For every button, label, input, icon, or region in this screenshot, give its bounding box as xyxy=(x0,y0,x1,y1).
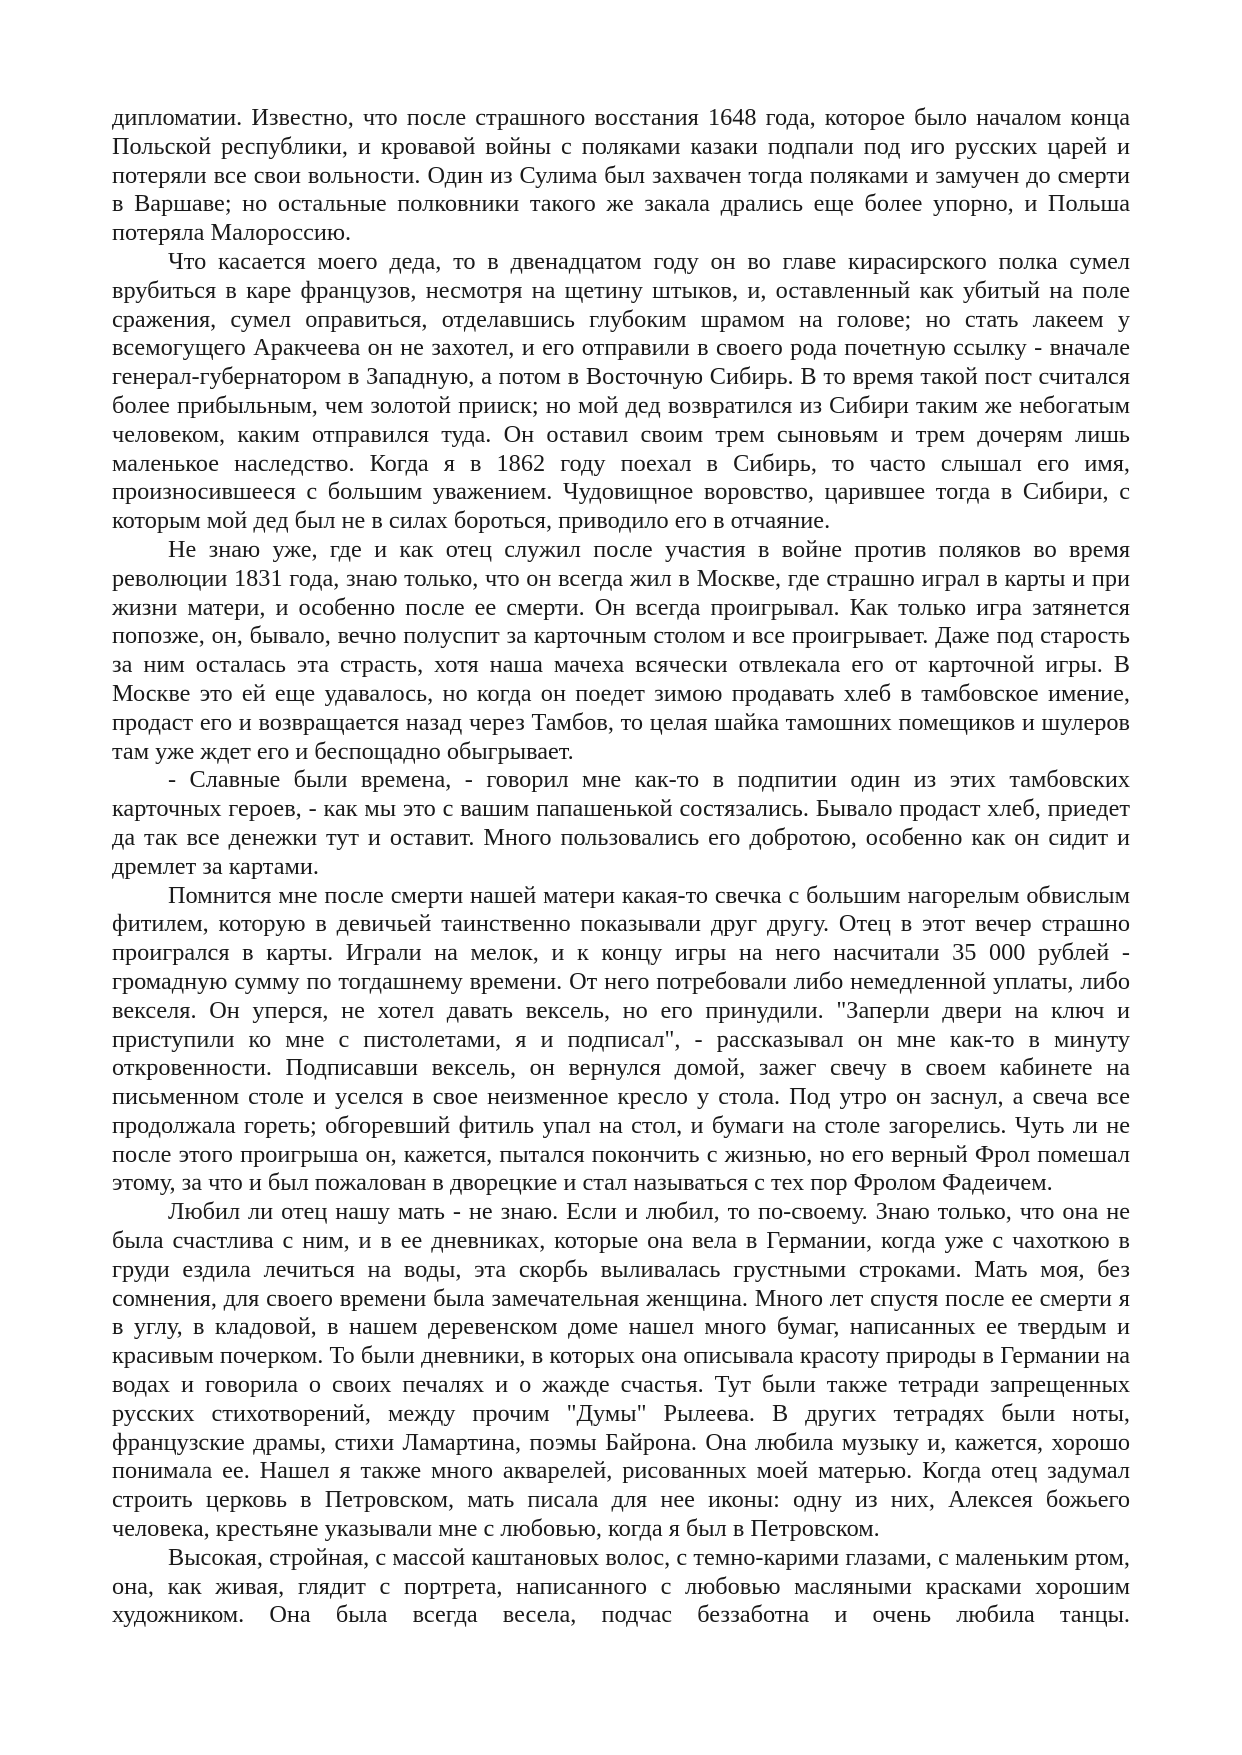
paragraph-2: Что касается моего деда, то в двенадцатом году он во главе кирасирского полка сумел врубиться в каре французов, несмотря на щетину штыков, и, оставленный как убитый на поле сражения, сумел оправиться, отделавшись глубоким шрамом на голове; но стать лакеем у всемогущего Аракчеева он не захотел, и его отправили в своего рода почетную ссылку - вначале генерал-губернатором в Западную, а потом в Восточную Сибирь. В то время такой пост считался более прибыльным, чем золотой прииск; но мой дед возвратился из Сибири таким же небогатым человеком, каким отправился туда. Он оставил своим трем сыновьям и трем дочерям лишь маленькое наследство. Когда я в 1862 году поехал в Сибирь, то часто слышал его имя, произносившееся с большим уважением. Чудовищное воровство, царившее тогда в Сибири, с которым мой дед был не в силах бороться, приводило его в отчаяние. xyxy=(112,247,1130,535)
paragraph-1: дипломатии. Известно, что после страшного восстания 1648 года, которое было началом конца Польской республики, и кровавой войны с поляками казаки подпали под иго русских царей и потеряли все свои вольности. Один из Сулима был захвачен тогда поляками и замучен до смерти в Варшаве; но остальные полковники такого же закала дрались еще более упорно, и Польша потеряла Малороссию. xyxy=(112,104,1130,247)
paragraph-6: Любил ли отец нашу мать - не знаю. Если и любил, то по-своему. Знаю только, что она не была счастлива с ним, и в ее дневниках, которые она вела в Германии, когда уже с чахоткою в груди ездила лечиться на воды, эта скорбь выливалась грустными строками. Мать моя, без сомнения, для своего времени была замечательная женщина. Много лет спустя после ее смерти я в углу, в кладовой, в нашем деревенском доме нашел много бумаг, написанных ее твердым и красивым почерком. То были дневники, в которых она описывала красоту природы в Германии на водах и говорила о своих печалях и о жажде счастья. Тут были также тетради запрещенных русских стихотворений, между прочим "Думы" Рылеева. В других тетрадях были ноты, французские драмы, стихи Ламартина, поэмы Байрона. Она любила музыку и, кажется, хорошо понимала ее. Нашел я также много акварелей, рисованных моей матерью. Когда отец задумал строить церковь в Петровском, мать писала для нее иконы: одну из них, Алексея божьего человека, крестьяне указывали мне с любовью, когда я был в Петровском. xyxy=(112,1198,1130,1543)
document-page xyxy=(112,104,1130,1630)
paragraph-5: Помнится мне после смерти нашей матери какая-то свечка с большим нагорелым обвислым фитилем, которую в девичьей таинственно показывали друг другу. Отец в этот вечер страшно проигрался в карты. Играли на мелок, и к концу игры на него насчитали 35 000 рублей - громадную сумму по тогдашнему времени. От него потребовали либо немедленной уплаты, либо векселя. Он уперся, не хотел давать вексель, но его принудили. "Заперли двери на ключ и приступили ко мне с пистолетами, я и подписал", - рассказывал он мне как-то в минуту откровенности. Подписавши вексель, он вернулся домой, зажег свечу в своем кабинете на письменном столе и уселся в свое неизменное кресло у стола. Под утро он заснул, а свеча все продолжала гореть; обгоревший фитиль упал на стол, и бумаги на столе загорелись. Чуть ли не после этого проигрыша он, кажется, пытался покончить с жизнью, но его верный Фрол помешал этому, за что и был пожалован в дворецкие и стал называться с тех пор Фролом Фадеичем. xyxy=(112,881,1130,1197)
paragraph-4: - Славные были времена, - говорил мне как-то в подпитии один из этих тамбовских карточных героев, - как мы это с вашим папашенькой состязались. Бывало продаст хлеб, приедет да так все денежки тут и оставит. Много пользовались его добротою, особенно как он сидит и дремлет за картами. xyxy=(112,766,1130,880)
paragraph-3: Не знаю уже, где и как отец служил после участия в войне против поляков во время революции 1831 года, знаю только, что он всегда жил в Москве, где страшно играл в карты и при жизни матери, и особенно после ее смерти. Он всегда проигрывал. Как только игра затянется попозже, он, бывало, вечно полуспит за карточным столом и все проигрывает. Даже под старость за ним осталась эта страсть, хотя наша мачеха всячески отвлекала его от карточной игры. В Москве это ей еще удавалось, но когда он поедет зимою продавать хлеб в тамбовское имение, продаст его и возвращается назад через Тамбов, то целая шайка тамошних помещиков и шулеров там уже ждет его и беспощадно обыгрывает. xyxy=(112,535,1130,765)
paragraph-7: Высокая, стройная, с массой каштановых волос, с темно-карими глазами, с маленьким ртом, она, как живая, глядит с портрета, написанного с любовью масляными красками хорошим художником. Она была всегда весела, подчас беззаботна и очень любила танцы. xyxy=(112,1543,1130,1629)
